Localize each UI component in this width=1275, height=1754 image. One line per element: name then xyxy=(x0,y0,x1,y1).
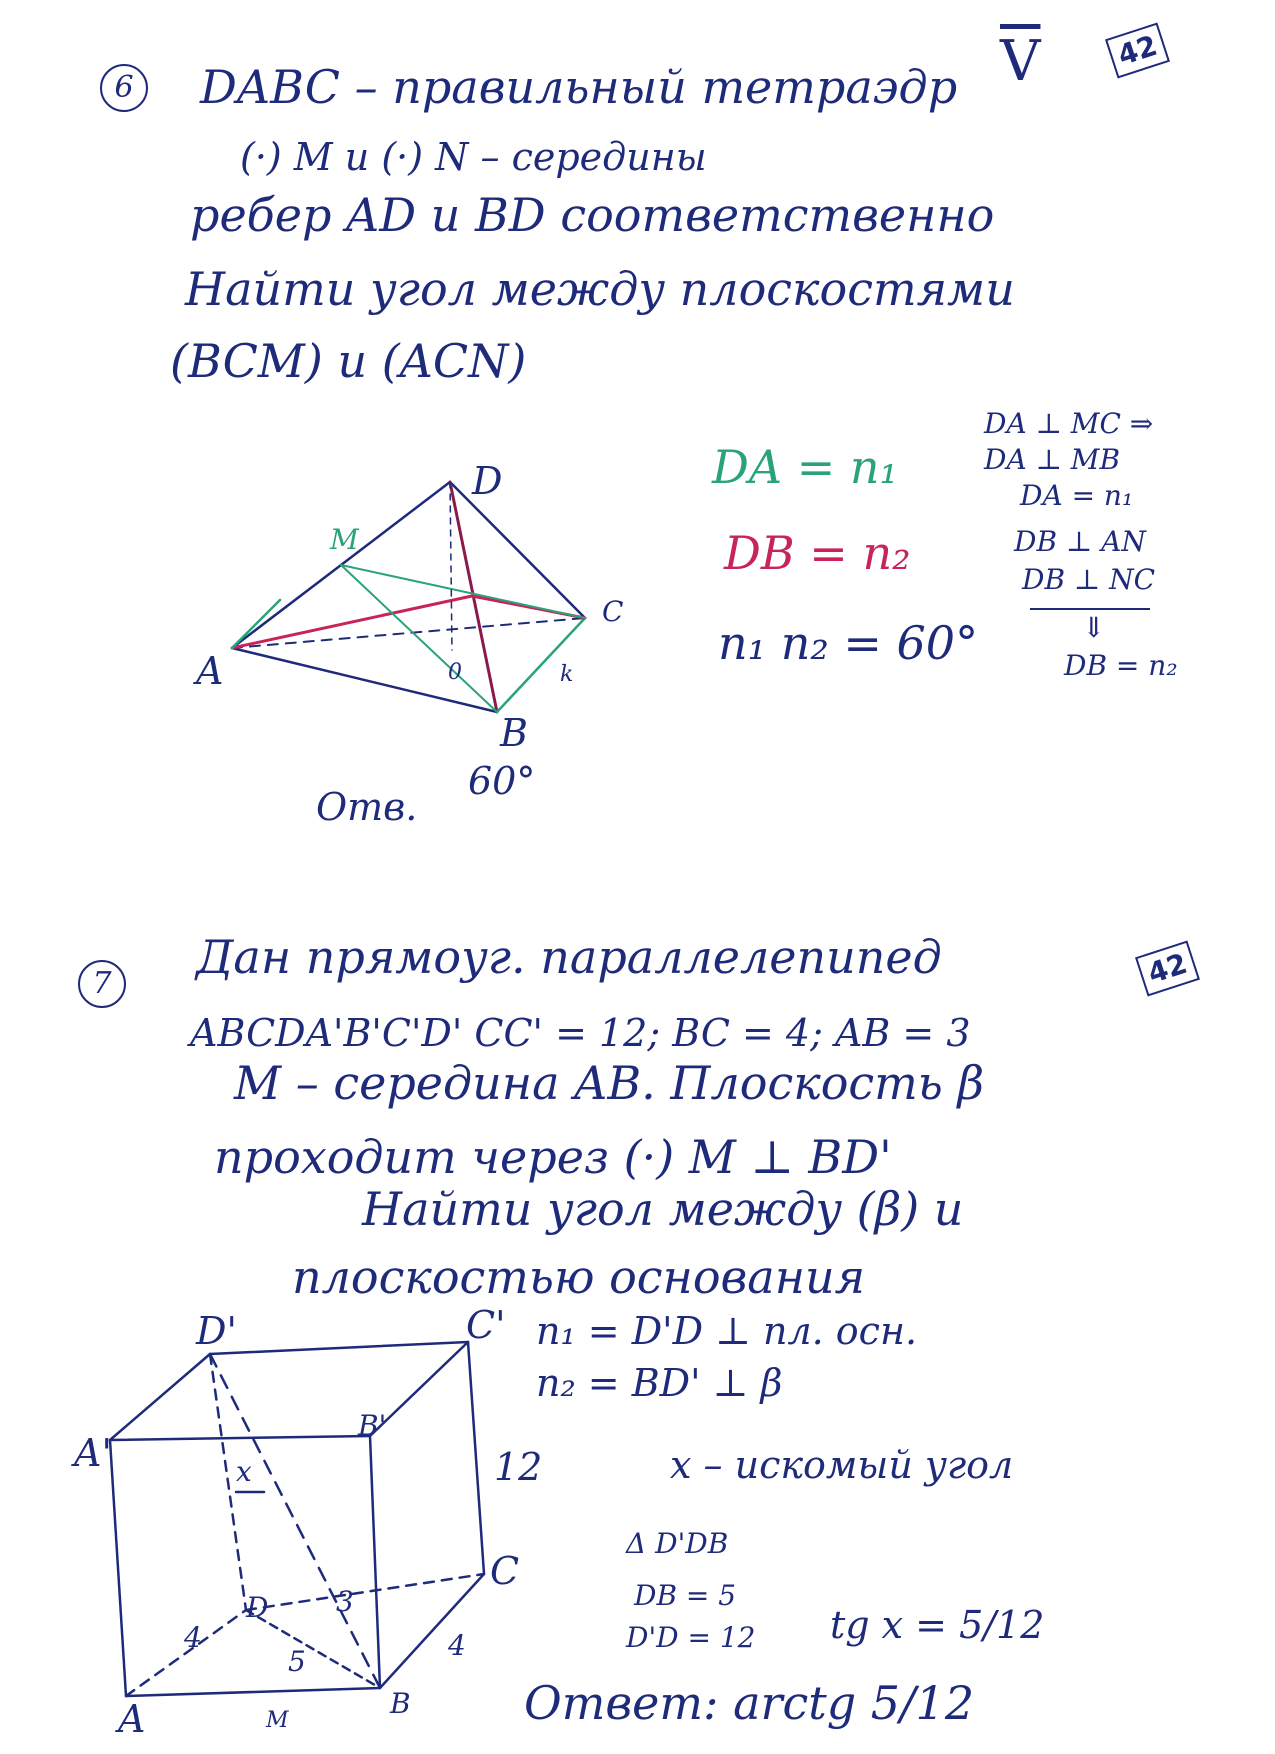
triangle-label: Δ D'DB xyxy=(626,1527,729,1560)
label-B1: B' xyxy=(358,1409,387,1442)
problem-6-number: 6 xyxy=(100,64,148,112)
eq-n2: DB = n₂ xyxy=(724,526,911,580)
label-A1: A' xyxy=(74,1431,112,1475)
edge-D1C1 xyxy=(210,1342,468,1354)
tg-equation: tg x = 5/12 xyxy=(830,1603,1045,1647)
p7-line-3: M – середина AB. Плоскость β xyxy=(234,1056,985,1110)
p6-line-3: ребер AD и BD соответственно xyxy=(190,188,995,242)
side-note-4: DB ⊥ AN xyxy=(1014,525,1146,558)
p6-line-4: Найти угол между плоскостями xyxy=(185,262,1015,316)
side-note-2: DA ⊥ MB xyxy=(984,443,1121,476)
label-ab: 3 xyxy=(336,1585,354,1618)
eq-angle: n₁ n₂ = 60° xyxy=(718,616,979,670)
label-C: C xyxy=(490,1549,520,1593)
edge-B1B xyxy=(370,1436,380,1688)
edge-C1C xyxy=(468,1342,484,1574)
side-note-6: DB = n₂ xyxy=(1064,649,1178,682)
p6-line-2: (·) M и (·) N – середины xyxy=(240,135,707,179)
answer-7: Ответ: arctg 5/12 xyxy=(524,1676,975,1730)
p6-line-5: (BCM) и (ACN) xyxy=(170,334,527,388)
edge-D1A1 xyxy=(110,1354,210,1440)
p7-line-2: ABCDA'B'C'D' CC' = 12; BC = 4; AB = 3 xyxy=(190,1011,971,1055)
label-C: C xyxy=(602,595,624,628)
label-bc: 4 xyxy=(448,1629,466,1662)
edge-BC xyxy=(380,1574,484,1688)
eq-n1-7: n₁ = D'D ⊥ пл. осн. xyxy=(536,1309,918,1353)
label-B: B xyxy=(390,1687,411,1720)
p7-line-5: Найти угол между (β) и xyxy=(362,1182,964,1236)
grade-mark: $\overline{V}$ xyxy=(1000,29,1041,94)
eq-n1: DA = n₁ xyxy=(712,440,898,494)
eq-n2-7: n₂ = BD' ⊥ β xyxy=(536,1361,783,1405)
label-ad: 4 xyxy=(184,1621,202,1654)
edge-AB xyxy=(126,1688,380,1696)
answer-6-value: 60° xyxy=(468,759,536,803)
edge-A1B1 xyxy=(110,1436,370,1440)
label-D1: D' xyxy=(196,1309,237,1353)
label-C1: C' xyxy=(466,1303,506,1347)
label-db: 5 xyxy=(288,1645,306,1678)
side-note-3: DA = n₁ xyxy=(1020,479,1134,512)
p7-line-4: проходит через (·) M ⊥ BD' xyxy=(214,1130,892,1184)
label-height: 12 xyxy=(494,1445,543,1489)
p6-line-1: DABC – правильный тетраэдр xyxy=(200,60,958,114)
problem-7-number: 7 xyxy=(78,960,126,1008)
score-badge-6: 42 xyxy=(1105,23,1170,79)
side-note-5: DB ⊥ NC xyxy=(1022,563,1156,596)
score-badge-7: 42 xyxy=(1135,941,1200,997)
edge-A1A xyxy=(110,1440,126,1696)
label-K: k xyxy=(560,662,574,687)
label-x: x xyxy=(236,1455,252,1488)
label-M: M xyxy=(266,1708,289,1733)
dd-value: D'D = 12 xyxy=(626,1621,756,1654)
label-O: 0 xyxy=(448,660,462,685)
edge-DC xyxy=(246,1574,484,1610)
side-note-1: DA ⊥ MC ⇒ xyxy=(984,407,1154,440)
label-D: D xyxy=(246,1591,269,1624)
answer-6-label: Отв. xyxy=(316,785,418,829)
db-value: DB = 5 xyxy=(634,1579,737,1612)
label-M: M xyxy=(330,523,359,556)
p7-line-1: Дан прямоуг. параллелепипед xyxy=(196,930,942,984)
p7-line-6: плоскостью основания xyxy=(292,1250,866,1304)
label-B: B xyxy=(500,711,528,755)
side-arrow: ⇓ xyxy=(1082,611,1106,644)
label-A: A xyxy=(196,649,224,693)
label-A: A xyxy=(118,1697,146,1741)
label-D: D xyxy=(472,459,503,503)
x-description: x – искомый угол xyxy=(670,1443,1014,1487)
